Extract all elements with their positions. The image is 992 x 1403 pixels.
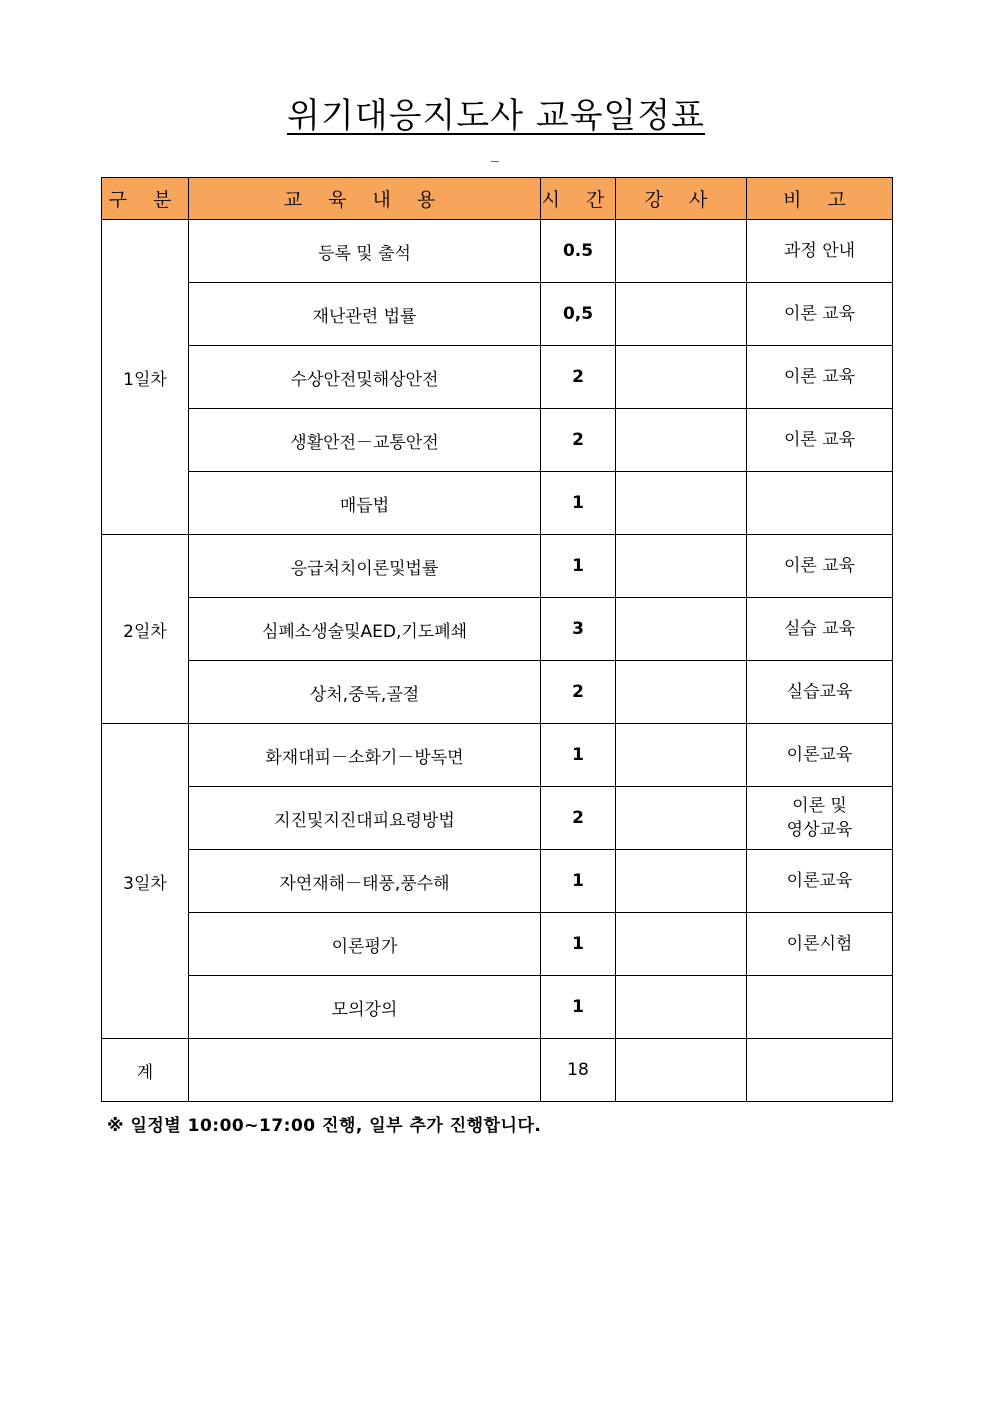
- hours-cell: 3: [541, 598, 616, 661]
- table-row: [102, 535, 893, 598]
- hours-cell: 2: [541, 346, 616, 409]
- table-row: [102, 976, 893, 1039]
- table-row: [102, 787, 893, 850]
- hours-cell: 1: [541, 850, 616, 913]
- content-cell: 상처,중독,골절: [189, 661, 541, 724]
- header-instructor: 강 사: [616, 178, 747, 220]
- table-row: [102, 850, 893, 913]
- instructor-cell: [616, 913, 747, 976]
- table-row: [102, 598, 893, 661]
- table-row: [102, 409, 893, 472]
- content-cell: 등록 및 출석: [189, 220, 541, 283]
- page-title: [0, 88, 992, 137]
- note-cell: 이론시험: [747, 913, 893, 976]
- header-row: [102, 178, 893, 220]
- content-cell: 심폐소생술및AED,기도폐쇄: [189, 598, 541, 661]
- hours-cell: 2: [541, 661, 616, 724]
- content-cell: 응급처치이론및법률: [189, 535, 541, 598]
- day-label: 1일차: [102, 220, 189, 535]
- header-hours: 시 간: [541, 178, 616, 220]
- header-content: 교 육 내 용: [189, 178, 541, 220]
- instructor-cell: [616, 220, 747, 283]
- table-row: [102, 724, 893, 787]
- note-line: 영상교육: [786, 820, 853, 840]
- instructor-cell: [616, 661, 747, 724]
- instructor-cell: [616, 472, 747, 535]
- table-row: [102, 913, 893, 976]
- footnote: ※ 일정별 10:00~17:00 진행, 일부 추가 진행합니다.: [107, 1116, 542, 1136]
- day-label: 3일차: [102, 724, 189, 1039]
- page-title-text: 위기대응지도사 교육일정표: [287, 96, 705, 136]
- note-cell: 이론교육: [747, 724, 893, 787]
- content-cell: 자연재해－태풍,풍수해: [189, 850, 541, 913]
- hours-cell: 1: [541, 913, 616, 976]
- total-instructor-cell: [616, 1039, 747, 1102]
- day-label: 2일차: [102, 535, 189, 724]
- total-hours-cell: 18: [541, 1039, 616, 1102]
- total-note-cell: [747, 1039, 893, 1102]
- instructor-cell: [616, 283, 747, 346]
- note-cell: 이론 교육: [747, 283, 893, 346]
- content-cell: 모의강의: [189, 976, 541, 1039]
- hours-cell: 2: [541, 787, 616, 850]
- instructor-cell: [616, 535, 747, 598]
- table-row: [102, 283, 893, 346]
- table-row: [102, 661, 893, 724]
- instructor-cell: [616, 724, 747, 787]
- content-cell: 이론평가: [189, 913, 541, 976]
- hours-cell: 0,5: [541, 283, 616, 346]
- hours-cell: 1: [541, 535, 616, 598]
- content-cell: 화재대피－소화기－방독면: [189, 724, 541, 787]
- instructor-cell: [616, 787, 747, 850]
- table-row: [102, 220, 893, 283]
- note-line: 이론 및: [792, 796, 847, 816]
- table-row: [102, 472, 893, 535]
- note-cell: 이론 교육: [747, 409, 893, 472]
- header-category: 구 분: [102, 178, 189, 220]
- content-cell: 수상안전및해상안전: [189, 346, 541, 409]
- total-label: 계: [102, 1039, 189, 1102]
- instructor-cell: [616, 346, 747, 409]
- hours-cell: 2: [541, 409, 616, 472]
- total-content-cell: [189, 1039, 541, 1102]
- hours-cell: 1: [541, 976, 616, 1039]
- instructor-cell: [616, 409, 747, 472]
- note-cell: 이론교육: [747, 850, 893, 913]
- instructor-cell: [616, 976, 747, 1039]
- content-cell: 재난관련 법률: [189, 283, 541, 346]
- content-cell: 생활안전－교통안전: [189, 409, 541, 472]
- note-cell: [747, 787, 893, 850]
- content-cell: 매듭법: [189, 472, 541, 535]
- content-cell: 지진및지진대피요령방법: [189, 787, 541, 850]
- hours-cell: 1: [541, 724, 616, 787]
- header-note: 비 고: [747, 178, 893, 220]
- total-row: [102, 1039, 893, 1102]
- table-row: [102, 346, 893, 409]
- note-cell: [747, 976, 893, 1039]
- hours-cell: 0.5: [541, 220, 616, 283]
- hours-cell: 1: [541, 472, 616, 535]
- divider-mark: [491, 161, 499, 162]
- instructor-cell: [616, 598, 747, 661]
- note-cell: 실습 교육: [747, 598, 893, 661]
- instructor-cell: [616, 850, 747, 913]
- note-cell: [747, 472, 893, 535]
- note-cell: 과정 안내: [747, 220, 893, 283]
- note-cell: 실습교육: [747, 661, 893, 724]
- note-cell: 이론 교육: [747, 535, 893, 598]
- schedule-table: [101, 177, 893, 1102]
- note-cell: 이론 교육: [747, 346, 893, 409]
